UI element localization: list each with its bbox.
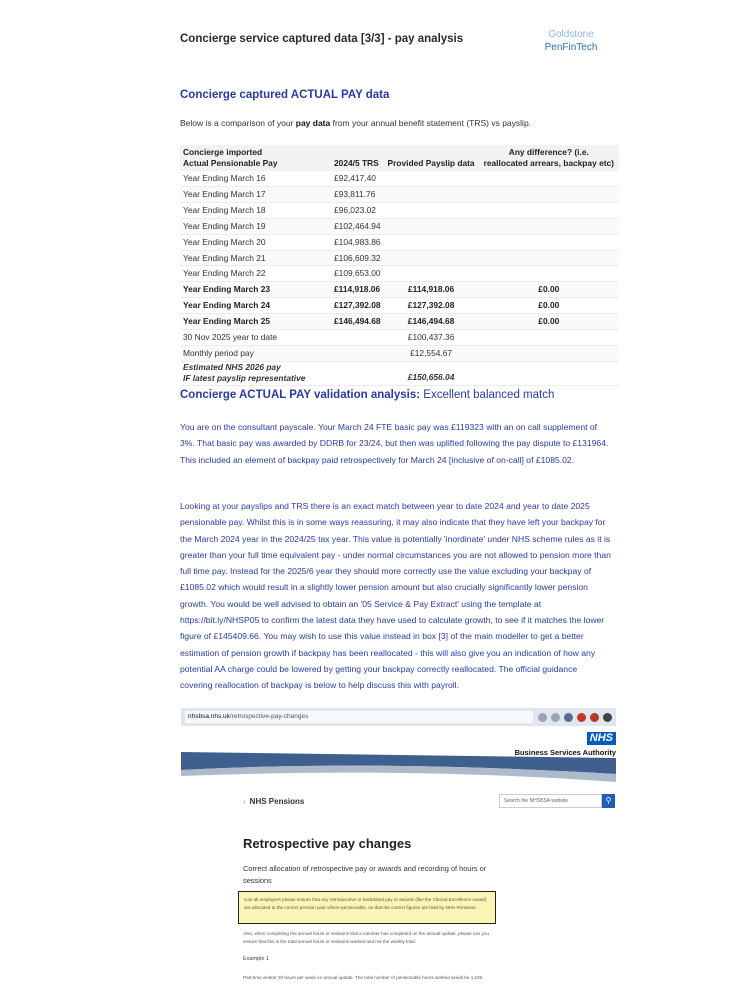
- cell-payslip: £127,392.08: [384, 298, 479, 314]
- table-row: [180, 314, 619, 330]
- table-row: [180, 234, 619, 250]
- cell-label: Year Ending March 17: [180, 186, 316, 202]
- guidance-subtitle: Correct allocation of retrospective pay or awards and recording of hours or sessions: [243, 864, 487, 885]
- pay-table-header: [180, 145, 619, 171]
- validation-paragraph-1: You are on the consultant payscale. Your March 24 FTE basic pay was £119323 with an on call supplement of 3%. That basic pay was awarded by DDRB for 23/24, but then was uplifted following the pay dispute to £131964. This included an element of backpay paid retrospectively for March 24 [inclusive of on-call] of £1085.02.: [180, 422, 609, 465]
- cell-label: Year Ending March 23: [180, 282, 316, 298]
- pay-intro: [180, 118, 531, 128]
- search-input[interactable]: Search the NHSBSA website: [499, 794, 602, 808]
- browser-url-bar: [181, 708, 616, 726]
- highlighted-guidance: Can all employers please ensure that any retrospective or backdated pay or awards (like the Clinical Excellence Award) are allocated to the correct pension year where pensionable, so that the correct figures are held by NHS Pensions.: [238, 891, 496, 924]
- cell-diff: [479, 266, 619, 282]
- profile-icon: [603, 713, 612, 722]
- cell-trs: £109,653.00: [316, 266, 384, 282]
- nhs-guidance-screenshot: [181, 708, 616, 1000]
- url-text: nhsbsa.nhs.uk/retrospective-pay-changes: [185, 711, 533, 723]
- cell-diff: [479, 202, 619, 218]
- cell-diff: [479, 234, 619, 250]
- cell-diff: [479, 345, 619, 361]
- cell-payslip: £114,918.06: [384, 282, 479, 298]
- estimate-row: [180, 361, 619, 385]
- cell-payslip: [384, 202, 479, 218]
- cell-payslip: [384, 218, 479, 234]
- extension-icon: [564, 713, 573, 722]
- intro-text-2: from your annual benefit statement (TRS) vs payslip.: [330, 118, 532, 128]
- chevron-left-icon: ‹: [243, 797, 246, 806]
- cell-payslip: [384, 234, 479, 250]
- cell-label: Year Ending March 19: [180, 218, 316, 234]
- estimate-label: Estimated NHS 2026 pay IF latest payslip representative: [180, 361, 316, 385]
- cell-trs: [316, 330, 384, 346]
- cell-label: Year Ending March 21: [180, 250, 316, 266]
- brand-line-2: PenFinTech: [544, 42, 598, 53]
- cell-payslip: [384, 250, 479, 266]
- table-row: [180, 345, 619, 361]
- pay-section-title: Concierge captured ACTUAL PAY data: [180, 89, 390, 101]
- cell-trs: £146,494.68: [316, 314, 384, 330]
- guidance-paragraph: Also, when completing the annual hours or sessions that a member has completed on the annual update, please can you ensure that this is the total annual hours or sessions worked and not the weekly total.: [243, 931, 489, 944]
- col-header-payslip: Provided Payslip data: [384, 145, 479, 171]
- zoom-icon: [538, 713, 547, 722]
- brand-logo: [540, 28, 602, 54]
- cell-trs: £96,023.02: [316, 202, 384, 218]
- cell-label: Year Ending March 16: [180, 171, 316, 186]
- cell-diff: [479, 171, 619, 186]
- cell-payslip: [384, 266, 479, 282]
- cell-diff: [479, 330, 619, 346]
- cell-trs: £106,609.32: [316, 250, 384, 266]
- cell-label: Year Ending March 18: [180, 202, 316, 218]
- intro-bold: pay data: [295, 118, 331, 128]
- cell-payslip: [384, 186, 479, 202]
- table-row: [180, 250, 619, 266]
- estimate-trs: [316, 361, 384, 385]
- table-row: [180, 266, 619, 282]
- col-header-label: Concierge imported Actual Pensionable Pay: [180, 145, 316, 171]
- brand-line-1: Goldstone: [548, 29, 594, 40]
- col-header-difference: Any difference? (i.e. reallocated arrears, backpay etc): [479, 145, 619, 171]
- extension-red-icon: [577, 713, 586, 722]
- cell-label: Monthly period pay: [180, 345, 316, 361]
- cell-diff: £0.00: [479, 314, 619, 330]
- intro-text-1: Below is a comparison of your: [180, 118, 296, 128]
- extension-shield-icon: [590, 713, 599, 722]
- cell-diff: [479, 218, 619, 234]
- cell-payslip: [384, 171, 479, 186]
- search-icon[interactable]: ⚲: [602, 794, 615, 808]
- table-row: [180, 298, 619, 314]
- page-title: Concierge service captured data [3/3] - pay analysis: [180, 33, 464, 45]
- col-header-trs: 2024/5 TRS: [316, 145, 384, 171]
- cell-payslip: £146,494.68: [384, 314, 479, 330]
- pay-table: [180, 145, 619, 386]
- nhs-wave-band: [181, 752, 616, 782]
- cell-trs: [316, 345, 384, 361]
- cell-label: Year Ending March 20: [180, 234, 316, 250]
- example-label: Example 1: [243, 956, 269, 962]
- example-paragraph: Part-time worker 20 hours per week on annual update. The total number of pensionable hours worked would be 1,040.: [243, 975, 484, 980]
- estimate-diff: [479, 361, 619, 385]
- bsa-label: Business Services Authority: [514, 748, 616, 757]
- table-row: [180, 282, 619, 298]
- cell-payslip: £12,554.67: [384, 345, 479, 361]
- cell-trs: £93,811.76: [316, 186, 384, 202]
- star-icon: [551, 713, 560, 722]
- estimate-value: £150,656.04: [384, 361, 479, 385]
- cell-label: Year Ending March 24: [180, 298, 316, 314]
- cell-trs: £104,983.86: [316, 234, 384, 250]
- cell-label: Year Ending March 25: [180, 314, 316, 330]
- cell-trs: £127,392.08: [316, 298, 384, 314]
- table-row: [180, 171, 619, 186]
- table-row: [180, 218, 619, 234]
- table-row: [180, 202, 619, 218]
- validation-paragraph-2: Looking at your payslips and TRS there is an exact match between year to date 2024 and year to date 2025 pensionable pay. Whilst this is in some ways reassuring, it may also indicate that they have left your backpay for the March 2024 year in the 2024/25 tax year. This value is potentially 'inordinate' under NHS scheme rules as it is greater than your full time equivalent pay - under normal circumstances you are not allowed to pension more than full time pay. Instead for the 2025/6 year they should more correctly use the value excluding your backpay of £1085.02 which would result in a slightly lower pension amount but also crucially significantly lower pension growth. You would be well advised to obtain an '05 Service & Pay Extract' using the template at https://bit.ly/NHSP05 to confirm the latest data they have used to calculate growth, to see if it matches the lower figure of £145409.66. You may wish to use this value instead in box [3] of the main modeller to get a better estimation of pension growth if backpay has been reallocated - this will also give you an indication of how any potential AA charge could be lowered by getting your backpay correctly reallocated. The official guidance covering reallocation of backpay is below to help discuss this with payroll.: [180, 501, 611, 691]
- cell-trs: £102,464.94: [316, 218, 384, 234]
- cell-diff: £0.00: [479, 282, 619, 298]
- cell-trs: £92,417.40: [316, 171, 384, 186]
- validation-title: Concierge ACTUAL PAY validation analysis: Excellent balanced match: [180, 389, 555, 401]
- cell-label: Year Ending March 22: [180, 266, 316, 282]
- cell-payslip: £100,437.36: [384, 330, 479, 346]
- cell-label: 30 Nov 2025 year to date: [180, 330, 316, 346]
- cell-trs: £114,918.06: [316, 282, 384, 298]
- guidance-title: Retrospective pay changes: [243, 836, 412, 851]
- validation-rating: Excellent balanced match: [423, 389, 555, 401]
- table-row: [180, 186, 619, 202]
- breadcrumb[interactable]: ‹ NHS Pensions: [243, 797, 305, 806]
- nhs-logo: NHS: [587, 732, 616, 745]
- browser-toolbar-icons: [538, 713, 612, 722]
- cell-diff: £0.00: [479, 298, 619, 314]
- table-row: [180, 330, 619, 346]
- cell-diff: [479, 186, 619, 202]
- cell-diff: [479, 250, 619, 266]
